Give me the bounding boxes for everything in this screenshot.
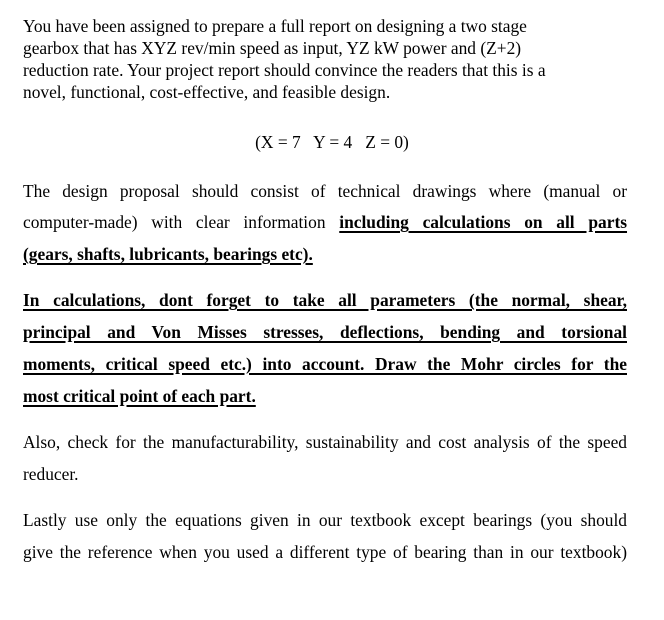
proposal-line-1: The design proposal should consist of technical drawings where (manual or <box>23 181 627 201</box>
proposal-emphasis-calculations: including calculations on all parts <box>339 212 628 232</box>
intro-line-2: gearbox that has XYZ rev/min speed as input, YZ kW power and (Z+2) <box>23 38 522 58</box>
equations-line-1: Lastly use only the equations given in our textbook except bearings (you should <box>23 510 627 530</box>
calculations-line-1: In calculations, dont forget to take all parameters (the normal, shear, <box>23 290 627 310</box>
intro-line-3: reduction rate. Your project report should convince the readers that this is a <box>23 60 546 80</box>
equations-line-2: give the reference when you used a different type of bearing than in our textbook) <box>23 542 627 562</box>
calculations-line-4: most critical point of each part. <box>23 386 256 406</box>
calculations-line-2: principal and Von Misses stresses, deflections, bending and torsional <box>23 322 627 342</box>
manufacturability-line-2: reducer. <box>23 464 79 484</box>
intro-line-4: novel, functional, cost-effective, and feasible design. <box>23 82 391 102</box>
intro-line-1: You have been assigned to prepare a full report on designing a two stage <box>23 16 527 36</box>
calculations-line-3: moments, critical speed etc.) into account. Draw the Mohr circles for the <box>23 354 627 374</box>
proposal-emphasis-parts: (gears, shafts, lubricants, bearings etc). <box>23 244 313 264</box>
manufacturability-line-1: Also, check for the manufacturability, sustainability and cost analysis of the speed <box>23 432 627 452</box>
proposal-line-2-text: computer-made) with clear information <box>23 212 340 232</box>
proposal-line-2 <box>23 212 627 233</box>
variable-values: (X = 7 Y = 4 Z = 0) <box>255 132 409 152</box>
